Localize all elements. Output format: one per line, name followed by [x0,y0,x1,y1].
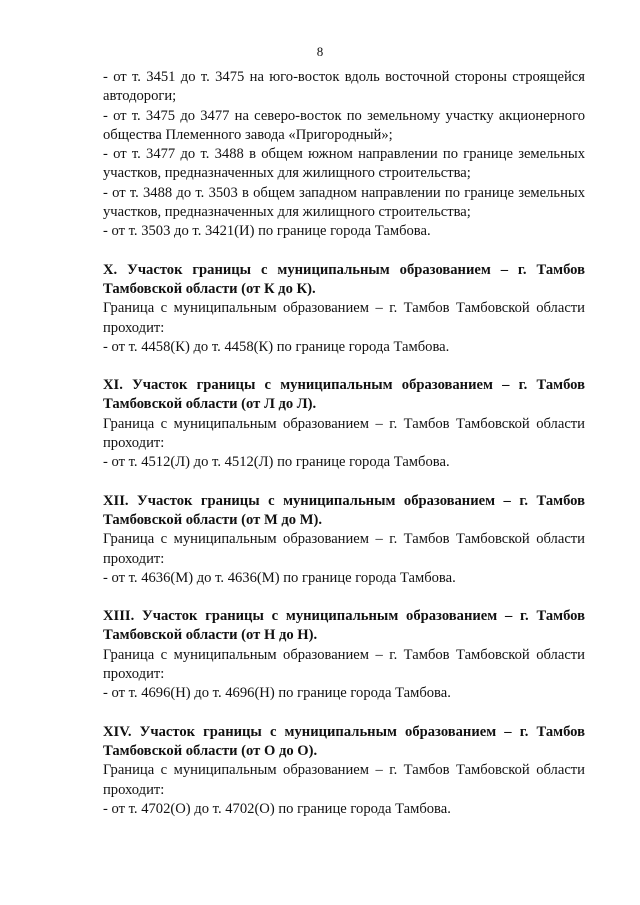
document-body [103,68,585,819]
section-item: - от т. 4458(К) до т. 4458(К) по границе города Тамбова. [103,338,450,355]
section-heading: Тамбовской области (от Л до Л). [103,396,317,413]
section-x [103,261,585,357]
section-heading: Тамбовской области (от Н до Н). [103,627,318,644]
intro-line: - от т. 3477 до т. 3488 в общем южном направлении по границе земельных [103,146,585,163]
intro-line: участков, предназначенных для жилищного строительства; [103,204,471,221]
intro-line: - от т. 3475 до 3477 на северо-восток по земельному участку акционерного [103,107,585,124]
intro-line: общества Племенного завода «Пригородный»; [103,126,393,143]
section-xiv [103,723,585,819]
section-heading: Тамбовской области (от М до М). [103,511,322,528]
section-text: проходит: [103,319,165,336]
section-item: - от т. 4696(Н) до т. 4696(Н) по границе города Тамбова. [103,685,451,702]
page-number: 8 [316,44,324,59]
section-text: Граница с муниципальным образованием – г. Тамбов Тамбовской области [103,646,585,663]
section-xiii [103,607,585,703]
intro-line: автодороги; [103,88,177,105]
section-xii [103,492,585,588]
section-heading: Тамбовской области (от К до К). [103,280,316,297]
section-heading: XIV. Участок границы с муниципальным образованием – г. Тамбов [103,723,585,740]
section-text: проходит: [103,435,165,452]
section-text: проходит: [103,666,165,683]
section-item: - от т. 4512(Л) до т. 4512(Л) по границе города Тамбова. [103,454,450,471]
section-heading: XIII. Участок границы с муниципальным образованием – г. Тамбов [103,608,585,625]
section-xi [103,376,585,472]
section-item: - от т. 4702(О) до т. 4702(О) по границе города Тамбова. [103,800,451,817]
section-heading: X. Участок границы с муниципальным образованием – г. Тамбов [103,261,585,278]
section-text: Граница с муниципальным образованием – г. Тамбов Тамбовской области [103,531,585,548]
section-item: - от т. 4636(М) до т. 4636(М) по границе города Тамбова. [103,569,456,586]
section-text: Граница с муниципальным образованием – г. Тамбов Тамбовской области [103,415,585,432]
section-text: проходит: [103,550,165,567]
section-text: проходит: [103,781,165,798]
section-heading: XII. Участок границы с муниципальным образованием – г. Тамбов [103,492,585,509]
section-text: Граница с муниципальным образованием – г. Тамбов Тамбовской области [103,300,585,317]
section-heading: Тамбовской области (от О до О). [103,742,318,759]
intro-line: - от т. 3503 до т. 3421(И) по границе города Тамбова. [103,223,431,240]
intro-line: - от т. 3488 до т. 3503 в общем западном направлении по границе земельных [103,184,585,201]
intro-block [103,68,585,242]
section-text: Граница с муниципальным образованием – г. Тамбов Тамбовской области [103,762,585,779]
section-heading: XI. Участок границы с муниципальным образованием – г. Тамбов [103,377,585,394]
intro-line: участков, предназначенных для жилищного строительства; [103,165,471,182]
intro-line: - от т. 3451 до т. 3475 на юго-восток вдоль восточной стороны строящейся [103,69,585,85]
